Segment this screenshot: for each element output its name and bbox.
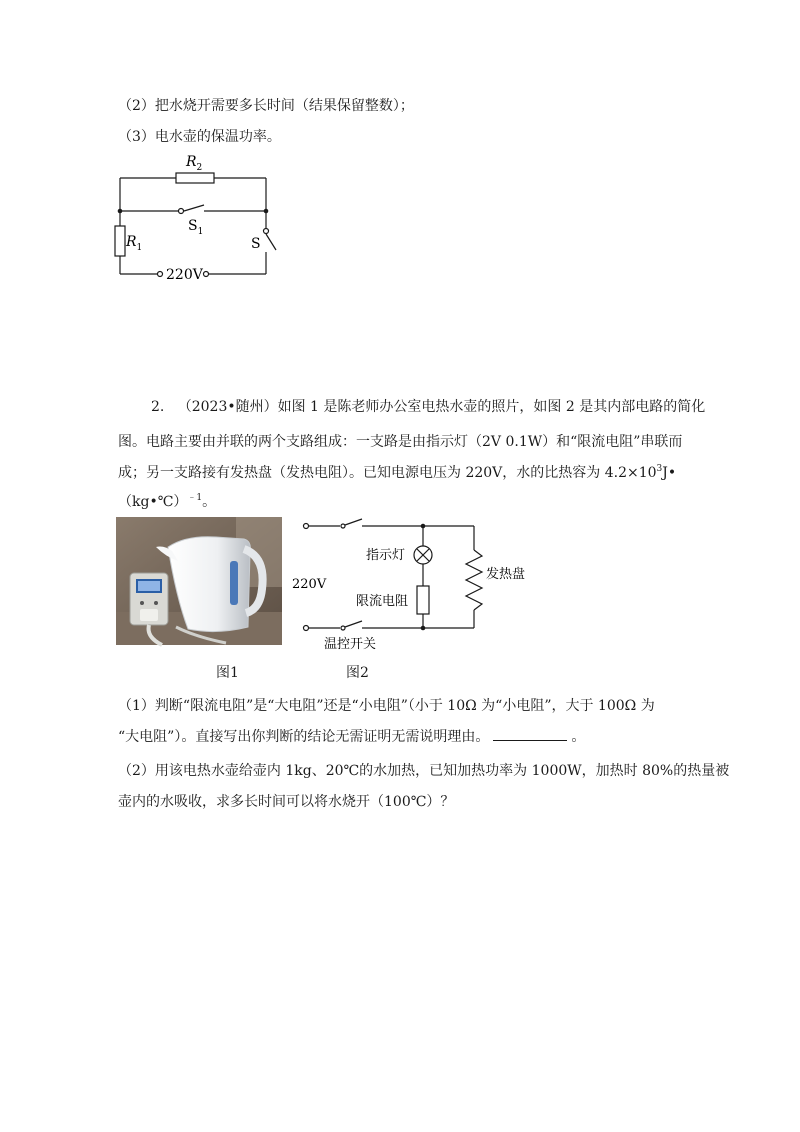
kettle-photo [116, 517, 282, 645]
label-r1: $R_1$ [126, 234, 143, 253]
problem-2-intro-line2: 图。电路主要由并联的两个支路组成：一支路是由指示灯（2V 0.1W）和“限流电阻”串联而 [118, 434, 683, 450]
answer-blank[interactable] [493, 728, 567, 741]
figure-2-caption: 图2 [346, 665, 369, 681]
label-indicator-lamp: 指示灯 [366, 548, 406, 563]
prev-question-2: （2）把水烧开需要多长时间（结果保留整数）； [118, 98, 414, 114]
label-s: S [251, 236, 261, 252]
label-heating-plate: 发热盘 [486, 567, 526, 582]
circuit-diagram-1 [100, 150, 300, 290]
resistor-r1 [115, 226, 125, 256]
problem-2-question-2-line1: （2）用该电热水壶给壶内 1kg、20℃的水加热，已知加热功率为 1000W，加热时 80%的热量被 [118, 763, 730, 779]
label-220v-fig2: 220V [292, 577, 327, 592]
problem-2-question-2-line2: 壶内的水吸收，求多长时间可以将水烧开（100℃）？ [118, 794, 455, 810]
prev-question-3: （3）电水壶的保温功率。 [118, 129, 281, 145]
circuit-diagram-2 [290, 510, 526, 655]
label-s1: $S_1$ [188, 218, 204, 237]
problem-2-intro-line3: 成；另一支路接有发热盘（发热电阻）。已知电源电压为 220V，水的比热容为 $4.2\times 10^3J•$ [118, 464, 677, 481]
label-current-limiting-resistor: 限流电阻 [356, 594, 409, 609]
heating-plate [466, 550, 482, 610]
problem-source: （2023•随州） [177, 399, 278, 415]
problem-2-question-1-line2: “大电阻”）。直接写出你判断的结论无需证明无需说明理由。 。 [118, 729, 586, 745]
problem-number: 2. [151, 399, 165, 415]
problem-2-intro-line1: 2. （2023•随州）如图 1 是陈老师办公室电热水壶的照片，如图 2 是其内部电路的简化 [151, 399, 706, 415]
problem-2-intro-line4: （kg•℃）$^{﹣1}$。 [118, 493, 217, 510]
current-limiting-resistor [417, 586, 429, 614]
label-220v: 220V [166, 267, 203, 283]
label-r2: $R_2$ [186, 154, 203, 173]
figure-1-caption: 图1 [216, 665, 239, 681]
problem-2-question-1-line1: （1）判断“限流电阻”是“大电阻”还是“小电阻”（小于 10Ω 为“小电阻”，大于 100Ω 为 [118, 698, 655, 714]
resistor-r2 [176, 173, 214, 183]
label-thermo-switch: 温控开关 [324, 637, 377, 652]
